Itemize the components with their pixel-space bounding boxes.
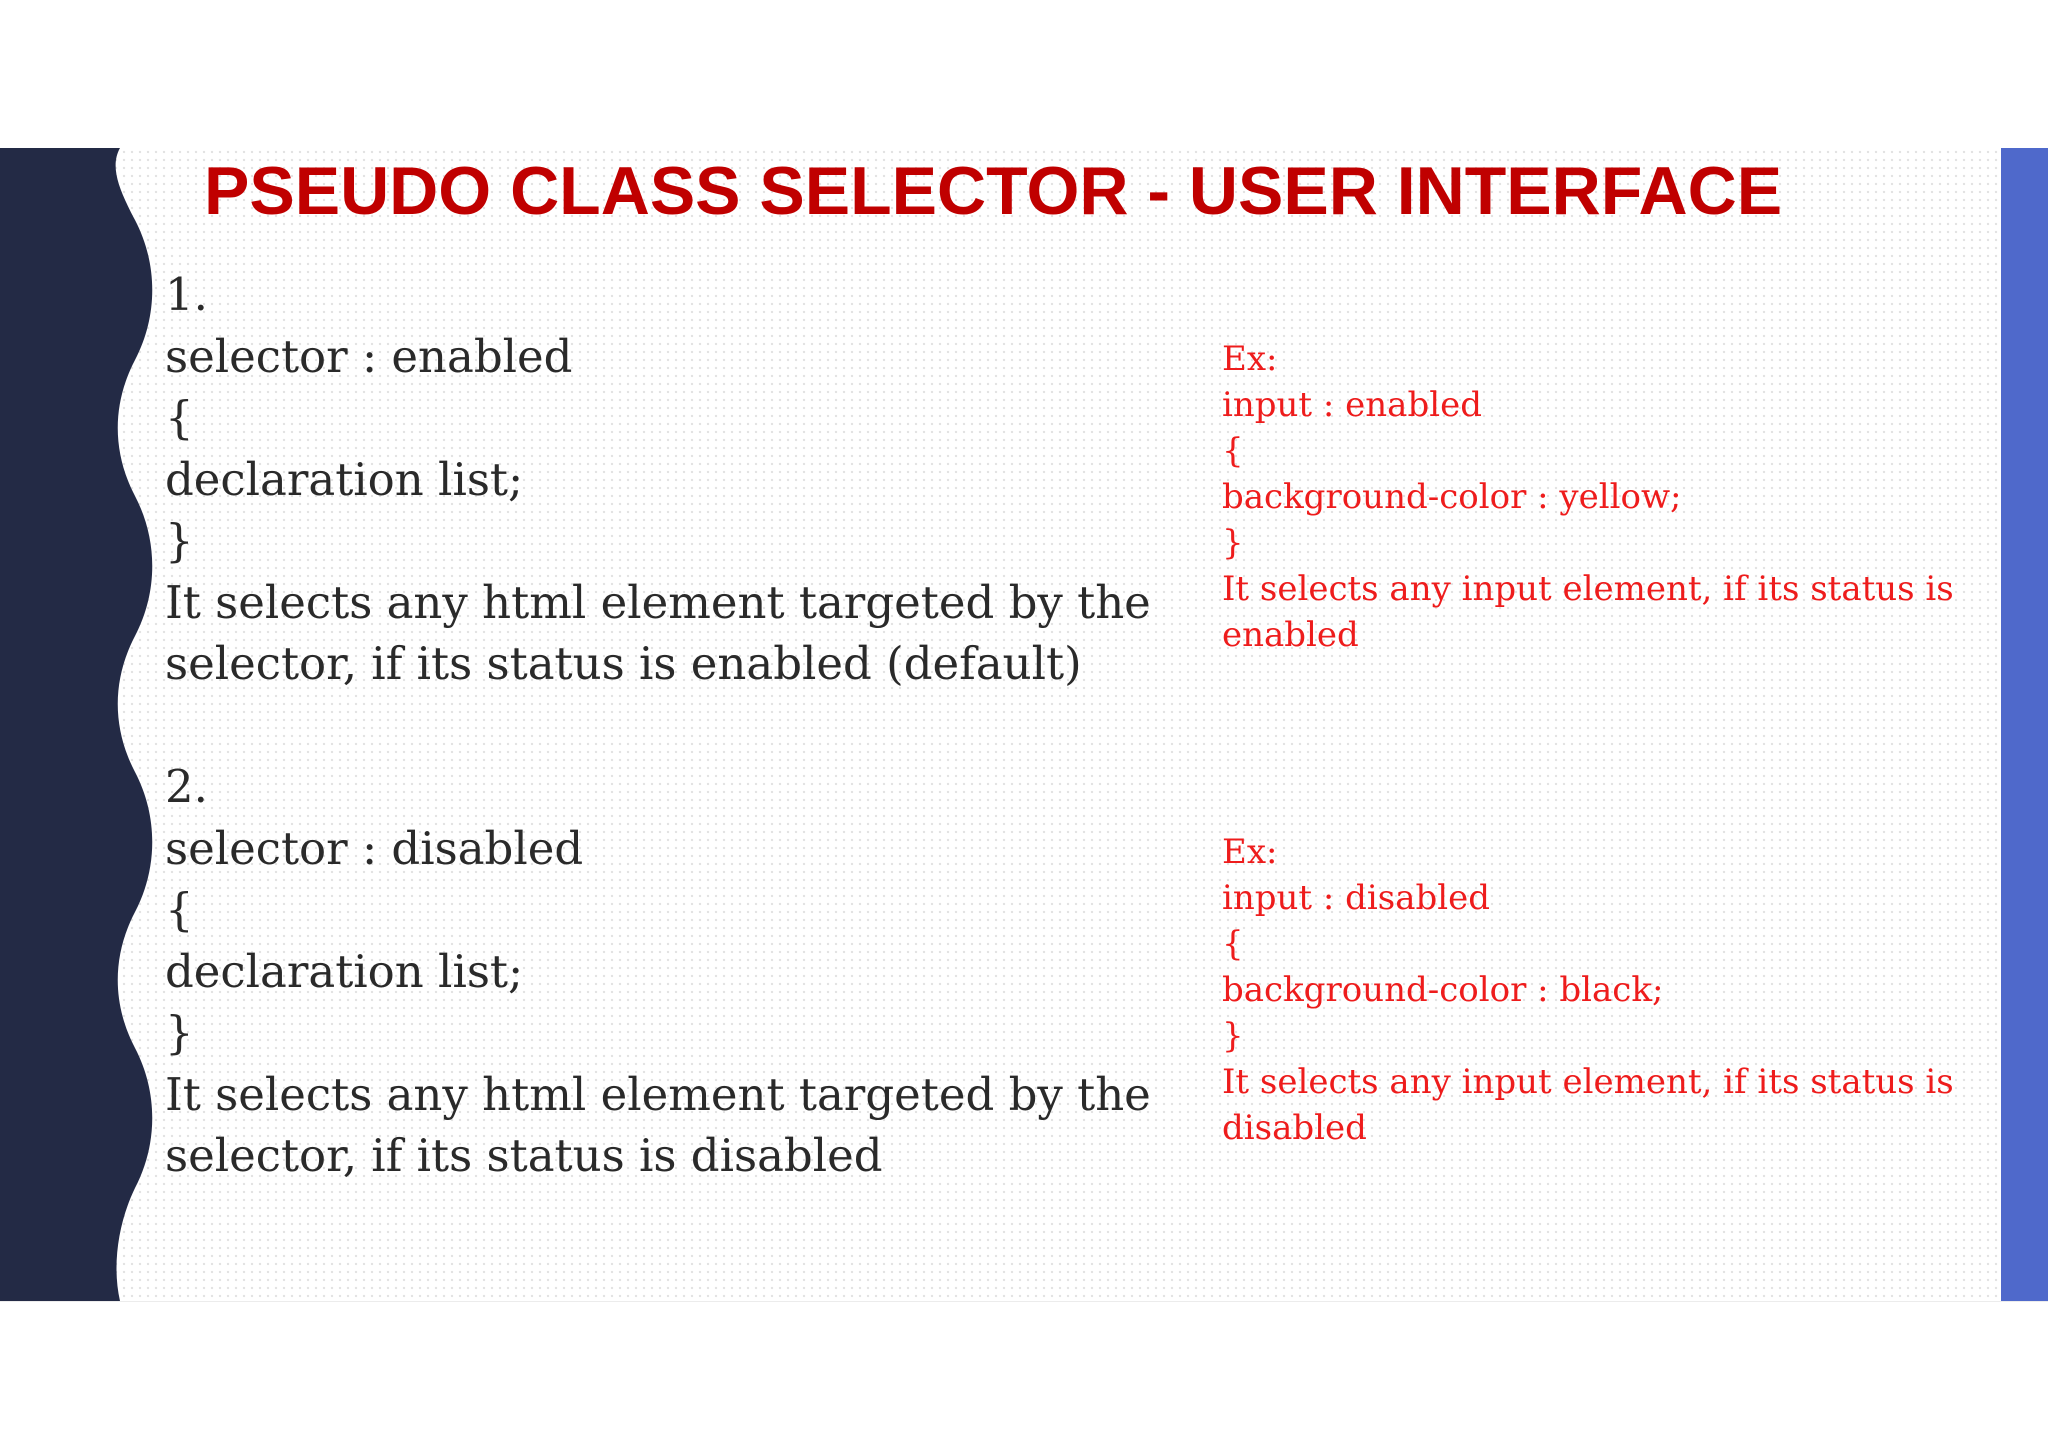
slide-title: PSEUDO CLASS SELECTOR - USER INTERFACE — [204, 153, 1783, 229]
example-selector: input : disabled — [1222, 878, 1491, 918]
example-selector: input : enabled — [1222, 385, 1482, 425]
description-line: It selects any html element targeted by the — [165, 575, 1151, 629]
section-number: 2. — [165, 760, 208, 813]
slide — [0, 148, 2048, 1301]
example-open-brace: { — [1222, 431, 1244, 471]
example-declaration: background-color : yellow; — [1222, 477, 1682, 517]
declaration-line: declaration list; — [165, 944, 524, 998]
wavy-left-band — [0, 148, 170, 1301]
section-1-syntax — [165, 264, 1151, 695]
description-line: selector, if its status is enabled (default) — [165, 637, 1082, 690]
wavy-band-shape — [0, 148, 152, 1301]
example-declaration: background-color : black; — [1222, 970, 1664, 1010]
example-description: It selects any input element, if its status is — [1222, 569, 1954, 609]
section-1-example — [1222, 336, 1954, 658]
description-line: selector, if its status is disabled — [165, 1129, 883, 1182]
example-open-brace: { — [1222, 924, 1244, 964]
syntax-line: selector : disabled — [165, 821, 584, 875]
description-line: It selects any html element targeted by the — [165, 1067, 1151, 1121]
declaration-line: declaration list; — [165, 452, 524, 506]
example-close-brace: } — [1222, 523, 1244, 563]
example-description: disabled — [1222, 1108, 1367, 1148]
example-close-brace: } — [1222, 1016, 1244, 1056]
open-brace: { — [165, 883, 194, 936]
example-description: enabled — [1222, 615, 1359, 655]
open-brace: { — [165, 391, 194, 444]
slide-bottom-edge — [0, 1301, 2048, 1302]
section-number: 1. — [165, 268, 208, 321]
example-description: It selects any input element, if its status is — [1222, 1062, 1954, 1102]
right-accent-bar — [2001, 148, 2048, 1301]
close-brace: } — [165, 1006, 194, 1059]
section-2-example — [1222, 829, 1954, 1151]
section-2-syntax — [165, 756, 1151, 1187]
syntax-line: selector : enabled — [165, 329, 573, 383]
close-brace: } — [165, 514, 194, 567]
example-label: Ex: — [1222, 339, 1278, 379]
example-label: Ex: — [1222, 832, 1278, 872]
